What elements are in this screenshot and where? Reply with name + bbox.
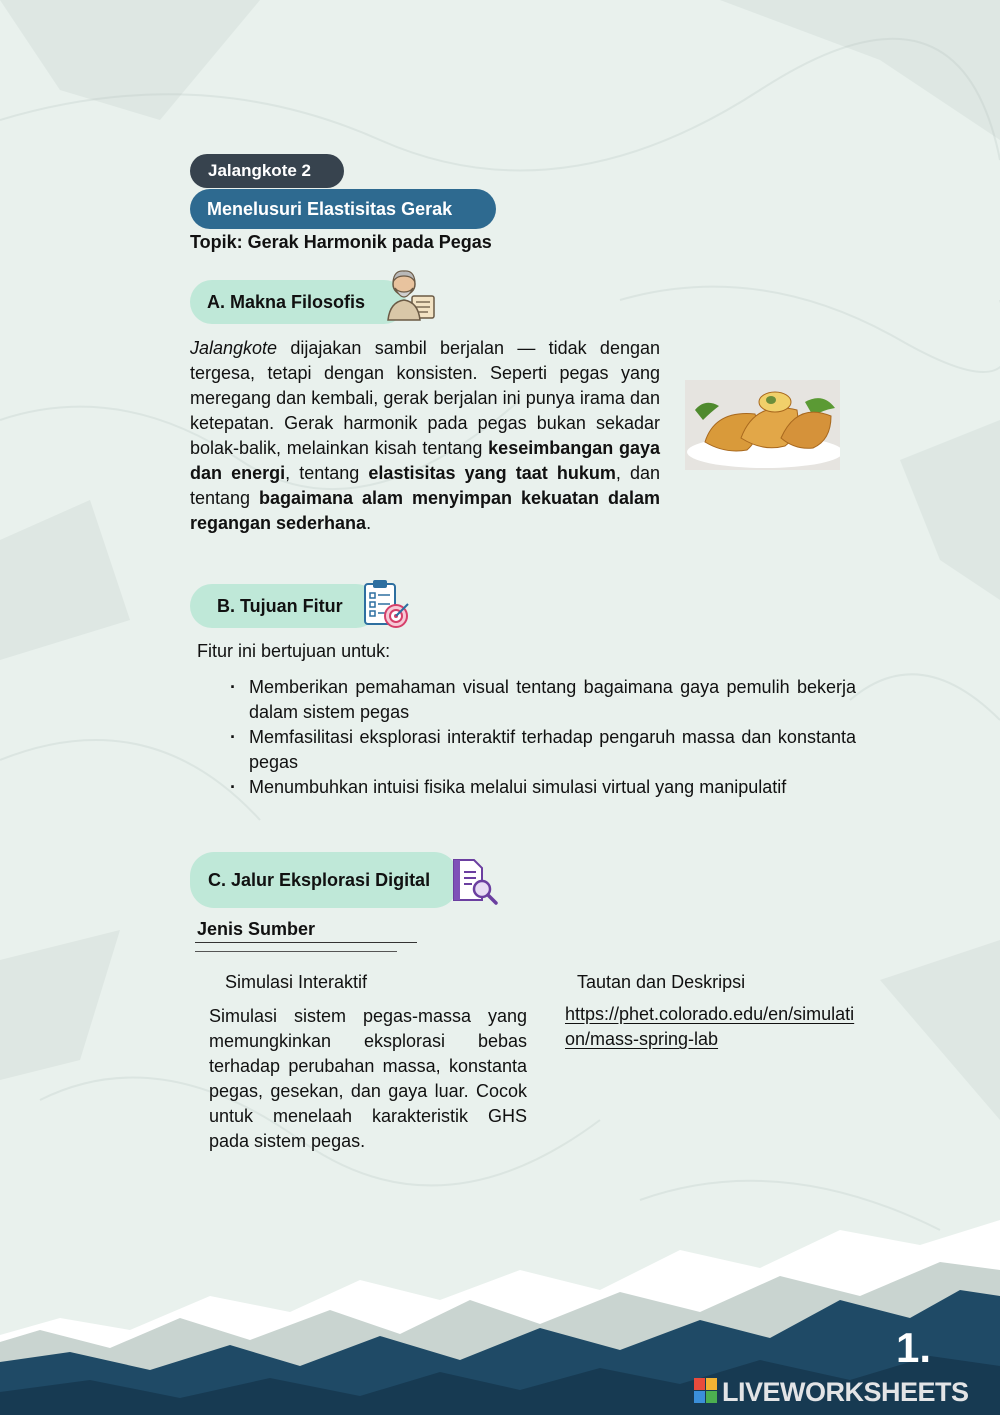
section-b-heading: B. Tujuan Fitur: [190, 584, 378, 628]
purpose-list: [230, 675, 856, 800]
resource-type-label: Jenis Sumber: [197, 919, 316, 939]
column-header-link: Tautan dan Deskripsi: [577, 972, 746, 992]
italic-lead: Jalangkote: [190, 338, 278, 358]
divider: [195, 942, 417, 943]
list-item: · Menumbuhkan intuisi fisika melalui simulasi virtual yang manipulatif: [230, 775, 856, 800]
paragraph-text: , tentang: [285, 463, 369, 483]
phet-simulation-link[interactable]: https://phet.colorado.edu/en/simulation/mass-spring-lab: [565, 1004, 855, 1049]
paragraph-bold: elastisitas yang taat hukum: [368, 463, 616, 483]
topic-line: Topik: Gerak Harmonik pada Pegas: [190, 232, 492, 252]
philosopher-icon: [384, 266, 440, 322]
jalangkote-photo: [685, 380, 840, 470]
page-number: 1.: [896, 1324, 932, 1371]
series-label: Jalangkote 2: [190, 154, 344, 188]
clipboard-target-icon: [360, 578, 412, 630]
watermark: LIVEWORKSHEETS: [722, 1377, 969, 1407]
paragraph-bold: bagaimana alam menyimpan kekuatan dalam regangan sederhana: [190, 488, 660, 533]
section-a-heading: A. Makna Filosofis: [190, 280, 406, 324]
purpose-intro: Fitur ini bertujuan untuk:: [197, 641, 391, 661]
column-header-simulation: Simulasi Interaktif: [225, 972, 368, 992]
page-title: Menelusuri Elastisitas Gerak: [190, 189, 496, 229]
liveworksheets-logo-icon: [694, 1378, 718, 1404]
simulation-description: Simulasi sistem pegas-massa yang memungkinkan eksplorasi bebas terhadap perubahan massa, konstanta pegas, gesekan, dan gaya luar. Cocok untuk menelaah karakteristik GHS pada sistem pegas.: [209, 1006, 527, 1151]
paragraph-text: .: [366, 513, 372, 533]
list-item: · Memberikan pemahaman visual tentang bagaimana gaya pemulih bekerja dalam sistem pegas: [230, 675, 856, 725]
paragraph-text: dijajakan sambil berjalan — tidak dengan tergesa, tetapi dengan konsisten. Seperti pegas yang meregang dan kembali, gerak berjalan ini punya irama dan ketepatan. Gerak harmonik pada pegas bukan sekadar bolak-balik, melainkan kisah tentang: [190, 338, 660, 458]
section-c-heading: C. Jalur Eksplorasi Digital: [190, 852, 458, 908]
list-item: · Memfasilitasi eksplorasi interaktif terhadap pengaruh massa dan konstanta pegas: [230, 725, 856, 775]
divider: [195, 951, 397, 952]
philosophy-paragraph: [190, 336, 660, 536]
paragraph-text: , dan tentang: [190, 463, 660, 508]
paragraph-bold: keseimbangan gaya dan energi: [190, 438, 660, 483]
document-search-icon: [448, 856, 500, 906]
